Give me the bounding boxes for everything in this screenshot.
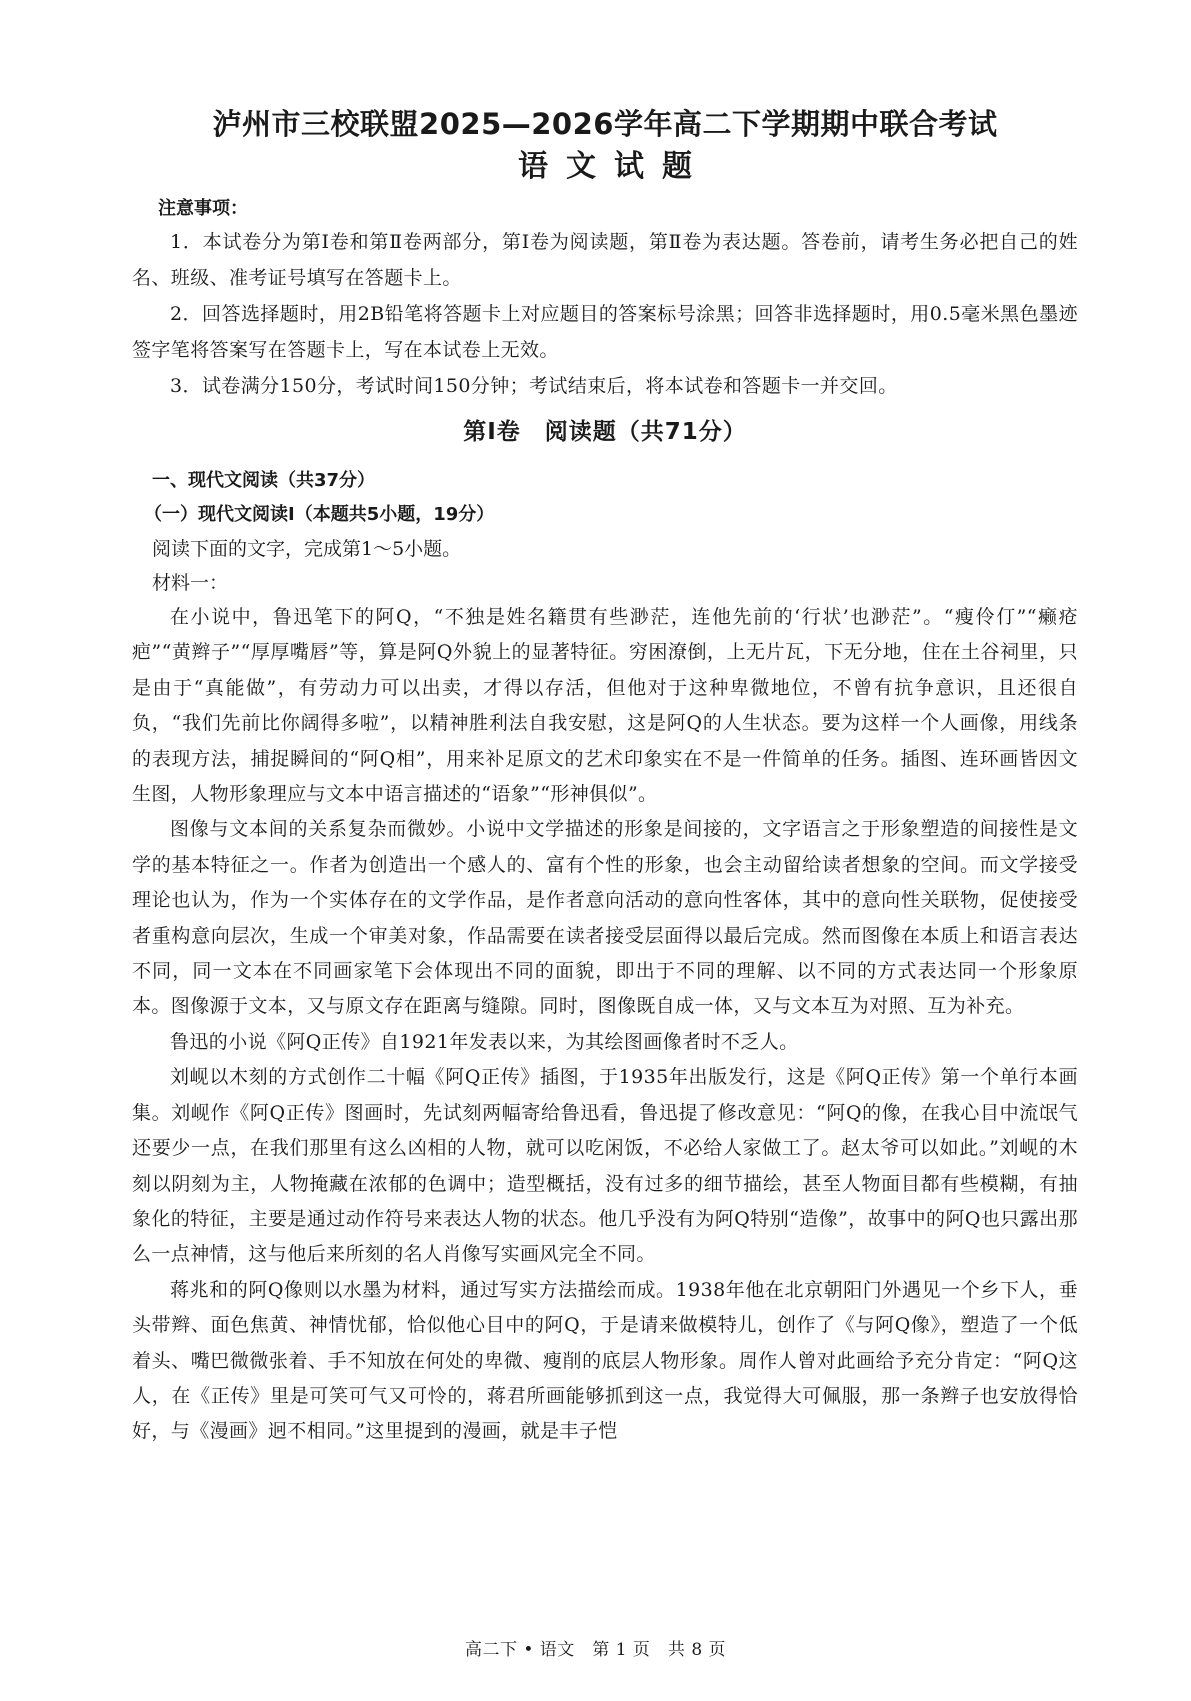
material-label: 材料一： <box>152 572 229 594</box>
notice-item: 3．试卷满分150分，考试时间150分钟；考试结束后，将本试卷和答题卡一并交回。 <box>170 375 898 397</box>
notice-heading: 注意事项： <box>158 198 248 219</box>
notice-item: 1．本试卷分为第Ⅰ卷和第Ⅱ卷两部分，第Ⅰ卷为阅读题，第Ⅱ卷为表达题。答卷前，请考生务必把自己的姓名、班级、准考证号填写在答题卡上。 <box>132 231 1078 289</box>
sub-heading: （一）现代文阅读Ⅰ（本题共5小题，19分） <box>144 504 495 525</box>
part-heading: 一、现代文阅读（共37分） <box>152 470 376 491</box>
section-title: 第Ⅰ卷 阅读题（共71分） <box>463 419 747 445</box>
passage-paragraph: 鲁迅的小说《阿Q正传》自1921年发表以来，为其绘图画像者时不乏人。 <box>170 1030 799 1053</box>
page-content <box>132 104 1078 1450</box>
passage-paragraph: 蒋兆和的阿Q像则以水墨为材料，通过写实方法描绘而成。1938年他在北京朝阳门外遇见一个乡下人，垂头带辫、面色焦黄、神情忧郁，恰似他心目中的阿Q，于是请来做模特儿，创作了《与阿Q像》，塑造了一个低着头、嘴巴微微张着、手不知放在何处的卑微、瘦削的底层人物形象。周作人曾对此画给予充分肯定：“阿Q这人，在《正传》里是可笑可气又可怜的，蒋君所画能够抓到这一点，我觉得大可佩服，那一条辫子也安放得恰好，与《漫画》迥不相同。”这里提到的漫画，就是丰子恺 <box>132 1278 1078 1443</box>
passage-paragraph: 图像与文本间的关系复杂而微妙。小说中文学描述的形象是间接的，文字语言之于形象塑造的间接性是文学的基本特征之一。作者为创造出一个感人的、富有个性的形象，也会主动留给读者想象的空间。而文学接受理论也认为，作为一个实体存在的文学作品，是作者意向活动的意向性客体，其中的意向性关联物，促使接受者重构意向层次，生成一个审美对象，作品需要在读者接受层面得以最后完成。然而图像在本质上和语言表达不同，同一文本在不同画家笔下会体现出不同的面貌，即出于不同的理解、以不同的方式表达同一个形象原本。图像源于文本，又与原文存在距离与缝隙。同时，图像既自成一体，又与文本互为对照、互为补充。 <box>132 818 1078 1018</box>
notice-item: 2．回答选择题时，用2B铅笔将答题卡上对应题目的答案标号涂黑；回答非选择题时，用0.5毫米黑色墨迹签字笔将答案写在答题卡上，写在本试卷上无效。 <box>132 303 1078 361</box>
reading-passage <box>132 600 1078 1450</box>
passage-paragraph: 刘岘以木刻的方式创作二十幅《阿Q正传》插图，于1935年出版发行，这是《阿Q正传》第一个单行本画集。刘岘作《阿Q正传》图画时，先试刻两幅寄给鲁迅看，鲁迅提了修改意见：“阿Q的像，在我心目中流氓气还要少一点，在我们那里有这么凶相的人物，就可以吃闲饭，不必给人家做工了。赵太爷可以如此。”刘岘的木刻以阴刻为主，人物掩藏在浓郁的色调中；造型概括，没有过多的细节描绘，甚至人物面目都有些模糊，有抽象化的特征，主要是通过动作符号来表达人物的状态。他几乎没有为阿Q特别“造像”，故事中的阿Q也只露出那么一点神情，这与他后来所刻的名人肖像写实画风完全不同。 <box>132 1066 1078 1266</box>
passage-paragraph: 在小说中，鲁迅笔下的阿Q，“不独是姓名籍贯有些渺茫，连他先前的‘行状’也渺茫”。“瘦伶仃”“癞疮疤”“黄辫子”“厚厚嘴唇”等，算是阿Q外貌上的显著特征。穷困潦倒，上无片瓦，下无分地，住在土谷祠里，只是由于“真能做”，有劳动力可以出卖，才得以存活，但他对于这种卑微地位，不曾有抗争意识，且还很自负，“我们先前比你阔得多啦”，以精神胜利法自我安慰，这是阿Q的人生状态。要为这样一个人画像，用线条的表现方法，捕捉瞬间的“阿Q相”，用来补足原文的艺术印象实在不是一件简单的任务。插图、连环画皆因文生图，人物形象理应与文本中语言描述的“语象”“形神俱似”。 <box>132 606 1078 806</box>
instruction-text: 阅读下面的文字，完成第1～5小题。 <box>152 538 462 560</box>
exam-title: 泸州市三校联盟2025—2026学年高二下学期期中联合考试 <box>212 107 998 141</box>
notice-section <box>132 194 1078 404</box>
page-footer: 高二下 • 语文 第 1 页 共 8 页 <box>464 1640 727 1660</box>
exam-subtitle: 语文试题 <box>518 149 710 184</box>
